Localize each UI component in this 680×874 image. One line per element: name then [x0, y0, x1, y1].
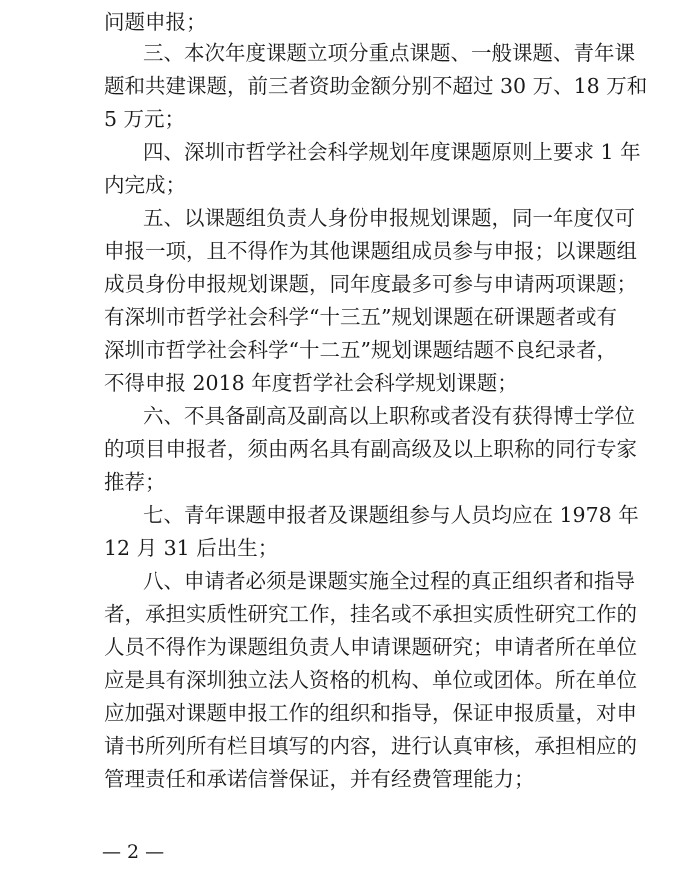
text-line: 七、青年课题申报者及课题组参与人员均应在 1978 年 [143, 503, 639, 527]
text-line: 的项目申报者，须由两名具有副高级及以上职称的同行专家 [104, 437, 637, 461]
text-line: 内完成； [104, 173, 186, 197]
text-line: 五、以课题组负责人身份申报规划课题，同一年度仅可 [143, 206, 635, 230]
text-line: 题和共建课题，前三者资助金额分别不超过 30 万、18 万和 [104, 74, 648, 98]
text-line: 应加强对课题申报工作的组织和指导，保证申报质量，对申 [104, 701, 637, 725]
text-line: 六、不具备副高及副高以上职称或者没有获得博士学位 [143, 404, 635, 428]
text-line: 三、本次年度课题立项分重点课题、一般课题、青年课 [143, 41, 635, 65]
page-number: — 2 — [102, 841, 165, 863]
text-line: 四、深圳市哲学社会科学规划年度课题原则上要求 1 年 [143, 140, 641, 164]
text-line: 八、申请者必须是课题实施全过程的真正组织者和指导 [143, 569, 635, 593]
text-line: 管理责任和承诺信誉保证，并有经费管理能力； [104, 767, 535, 791]
text-line: 者，承担实质性研究工作，挂名或不承担实质性研究工作的 [104, 602, 637, 626]
text-line: 申报一项，且不得作为其他课题组成员参与申报；以课题组 [104, 239, 637, 263]
text-line: 应是具有深圳独立法人资格的机构、单位或团体。所在单位 [104, 668, 637, 692]
text-line: 人员不得作为课题组负责人申请课题研究；申请者所在单位 [104, 635, 637, 659]
text-line: 不得申报 2018 年度哲学社会科学规划课题； [104, 371, 518, 395]
text-line: 有深圳市哲学社会科学“十三五”规划课题在研课题者或有 [104, 305, 617, 329]
text-line: 5 万元； [104, 107, 186, 131]
text-line: 12 月 31 后出生； [104, 536, 279, 560]
text-line: 深圳市哲学社会科学“十二五”规划课题结题不良纪录者， [104, 338, 617, 362]
text-line: 成员身份申报规划课题，同年度最多可参与申请两项课题； [104, 272, 637, 296]
text-line: 推荐； [104, 470, 166, 494]
text-line: 问题申报； [104, 10, 207, 34]
text-line: 请书所列所有栏目填写的内容，进行认真审核，承担相应的 [104, 734, 637, 758]
